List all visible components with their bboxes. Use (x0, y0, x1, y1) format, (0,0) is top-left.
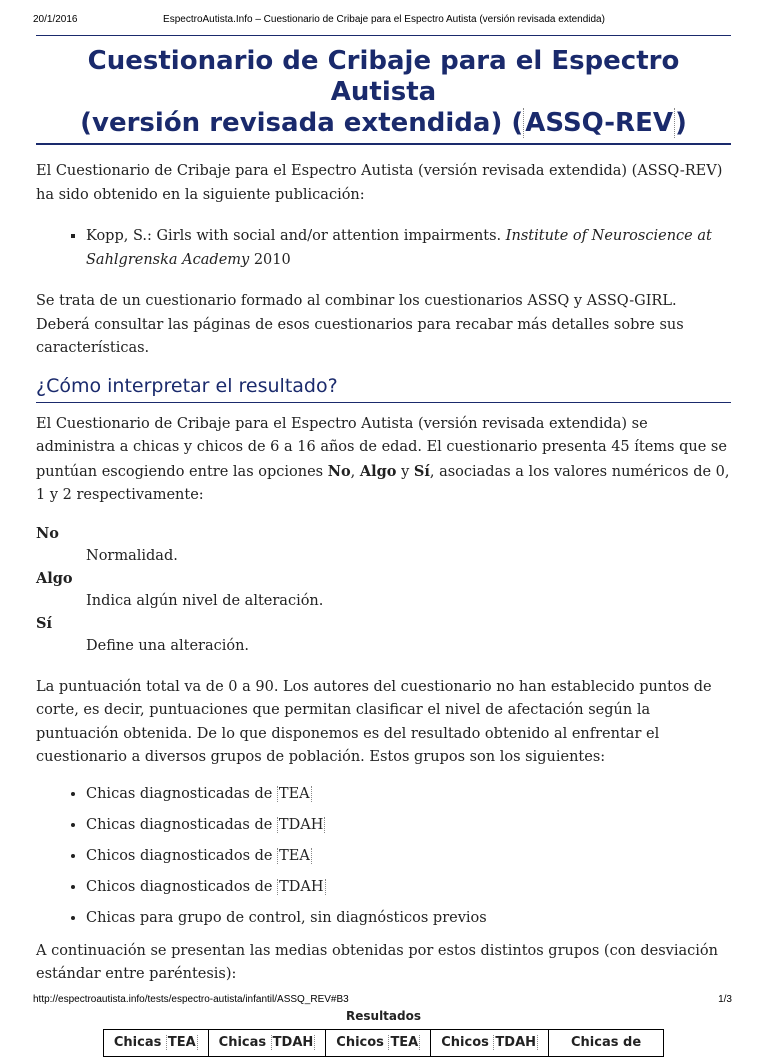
admin-sep-2: y (396, 463, 414, 480)
administration-paragraph (36, 413, 731, 508)
option-no: No (327, 462, 351, 480)
header-abbr[interactable]: TEA (390, 1035, 419, 1050)
article (36, 32, 731, 1057)
header-abbr[interactable]: TEA (167, 1035, 196, 1050)
results-intro-paragraph: A continuación se presentan las medias obtenidas por estos distintos grupos (con desviación estándar entre paréntesis): (36, 942, 718, 982)
group-text: Chicos diagnosticados de (86, 847, 278, 864)
title-line-1: Cuestionario de Cribaje para el Espectro Autista (87, 46, 680, 107)
groups-list (36, 784, 731, 928)
header-text: Chicas (113, 1035, 166, 1050)
header-text: Chicas de (571, 1035, 642, 1050)
header-abbr[interactable]: TDAH (495, 1035, 537, 1050)
definitions-list (36, 523, 731, 658)
title-abbr[interactable]: ASSQ-REV (525, 108, 673, 138)
section-heading: ¿Cómo interpretar el resultado? (36, 373, 731, 403)
header-abbr[interactable]: TDAH (272, 1035, 314, 1050)
definition-term: Algo (36, 569, 73, 587)
table-header-row (103, 1029, 663, 1056)
definition-term: No (36, 524, 59, 542)
group-text: Chicas diagnosticadas de (86, 816, 277, 833)
list-item (86, 846, 731, 866)
page-title (36, 46, 731, 145)
group-abbr[interactable]: TEA (279, 847, 310, 864)
title-top-rule (36, 35, 731, 36)
print-header (0, 14, 768, 32)
intro-paragraph: El Cuestionario de Cribaje para el Espectro Autista (versión revisada extendida) (ASSQ-REV) ha sido obtenido en la siguiente publicación: (36, 163, 723, 203)
group-text: Chicas diagnosticadas de (86, 785, 277, 802)
table-header-cell (431, 1029, 549, 1056)
admin-text-2: , asociadas a los valores numéricos de 0, 1 y 2 respectivamente: (36, 463, 730, 503)
group-text: Chicos diagnosticados de (86, 878, 278, 895)
title-close-paren: ) (674, 108, 687, 138)
reference-authors: Kopp, S.: Girls with social and/or attention impairments. (86, 228, 506, 244)
reference-source: Institute of Neuroscience at Sahlgrenska Academy (86, 228, 712, 268)
table-header-cell (208, 1029, 326, 1056)
description-paragraph: Se trata de un cuestionario formado al combinar los cuestionarios ASSQ y ASSQ-GIRL. Deberá consultar las páginas de esos cuestionarios para recabar más detalles sobre sus características. (36, 293, 684, 356)
list-item (86, 815, 731, 835)
group-text: Chicas para grupo de control, sin diagnósticos previos (86, 909, 487, 926)
header-text: Chicas (218, 1035, 271, 1050)
scoring-paragraph: La puntuación total va de 0 a 90. Los autores del cuestionario no han establecido puntos de corte, es decir, puntuaciones que permitan clasificar el nivel de afectación según la puntuación obtenida. De lo que disponemos es del resultado obtenido al enfrentar el cuestionario a diversos grupos de población. Estos grupos son los siguientes: (36, 678, 712, 765)
reference-list (36, 225, 731, 272)
definition-desc: Indica algún nivel de alteración. (86, 593, 324, 609)
group-abbr[interactable]: TEA (278, 785, 310, 802)
list-item (86, 784, 731, 804)
admin-sep-1: , (350, 463, 360, 480)
list-item (86, 877, 731, 897)
table-caption: Resultados (346, 1008, 421, 1023)
reference-item (86, 225, 731, 272)
table-header-cell (549, 1029, 664, 1056)
option-si: Sí (413, 462, 430, 480)
group-abbr[interactable]: TDAH (278, 816, 324, 833)
print-page-title: EspectroAutista.Info – Cuestionario de Cribaje para el Espectro Autista (versión revisada extendida) (163, 14, 605, 25)
table-header-cell (326, 1029, 431, 1056)
group-abbr[interactable]: TDAH (279, 878, 324, 895)
option-algo: Algo (359, 462, 397, 480)
header-text: Chicos (336, 1035, 389, 1050)
print-footer (0, 994, 768, 1012)
print-page-number: 1/3 (718, 994, 732, 1005)
list-item (86, 908, 731, 928)
table-header-cell (103, 1029, 208, 1056)
print-url[interactable]: http://espectroautista.info/tests/espectro-autista/infantil/ASSQ_REV#B3 (33, 994, 349, 1005)
results-table (103, 1029, 664, 1057)
header-text: Chicos (441, 1035, 494, 1050)
definition-term: Sí (36, 614, 52, 632)
print-date: 20/1/2016 (33, 14, 78, 25)
admin-text-1: El Cuestionario de Cribaje para el Espectro Autista (versión revisada extendida) se administra a chicas y chicos de 6 a 16 años de edad. El cuestionario presenta 45 ítems que se puntúan escogiendo entre las opciones (36, 415, 727, 480)
definition-desc: Normalidad. (86, 548, 178, 564)
reference-year: 2010 (249, 251, 291, 268)
title-line-2: (versión revisada extendida) ( (80, 108, 524, 138)
definition-desc: Define una alteración. (86, 638, 250, 654)
